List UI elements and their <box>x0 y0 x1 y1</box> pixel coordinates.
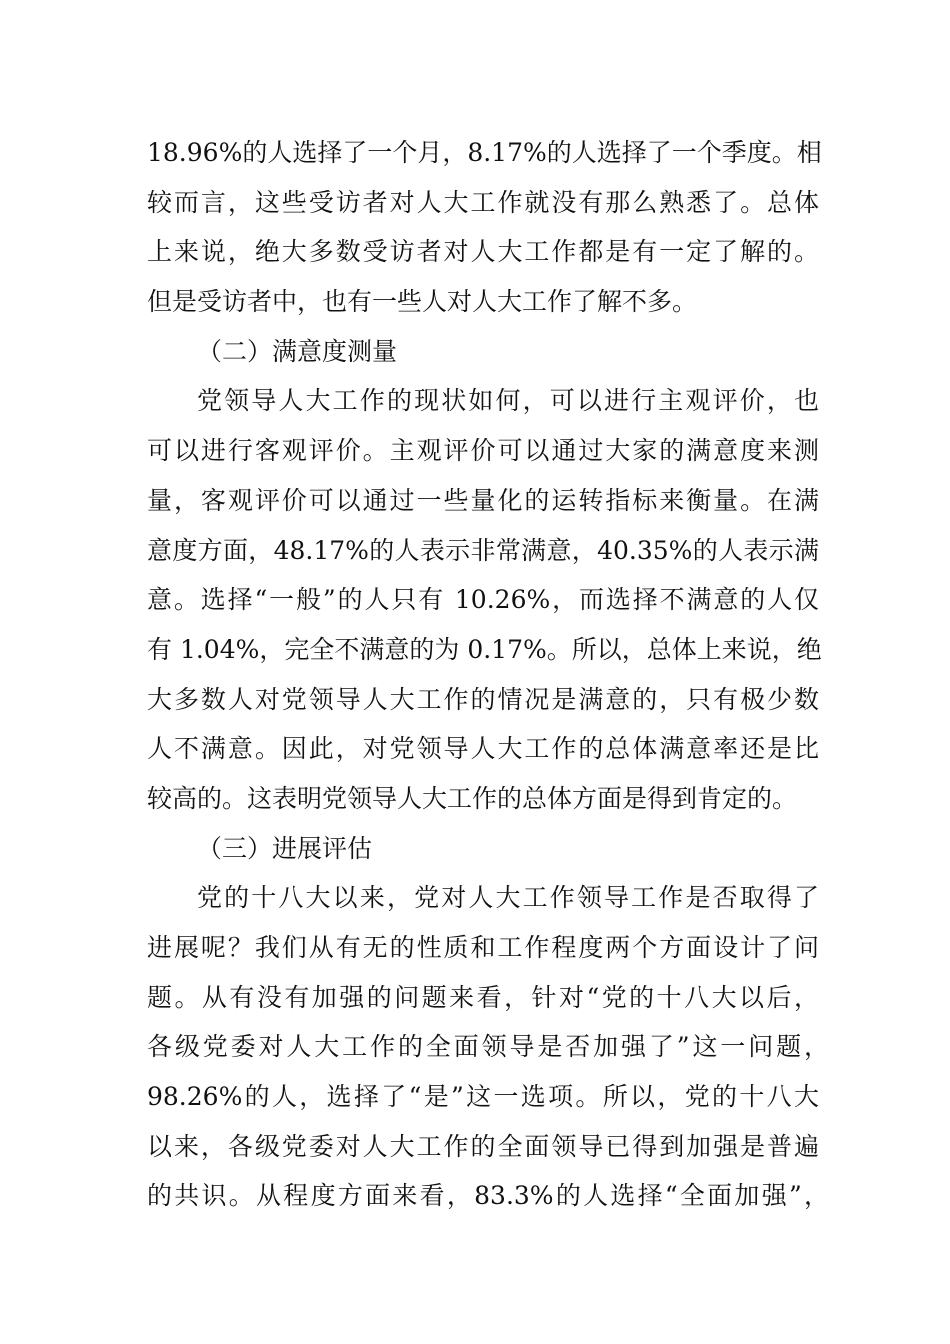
paragraph-line: 较高的。这表明党领导人大工作的总体方面是得到肯定的。 <box>147 783 798 813</box>
paragraph-line: 98.26%的人，选择了“是”这一选项。所以，党的十八大 <box>147 1082 819 1112</box>
paragraph-line: 党领导人大工作的现状如何，可以进行主观评价，也 <box>197 386 819 416</box>
paragraph-line: 上来说，绝大多数受访者对人大工作都是有一定了解的。 <box>147 237 819 267</box>
paragraph-line: 进展呢？我们从有无的性质和工作程度两个方面设计了问 <box>147 933 819 962</box>
section-heading-progress: （三）进展评估 <box>197 833 373 863</box>
paragraph-line: 意度方面，48.17%的人表示非常满意，40.35%的人表示满 <box>147 535 819 565</box>
paragraph-line: 大多数人对党领导人大工作的情况是满意的，只有极少数 <box>147 684 819 714</box>
paragraph-line: 但是受访者中，也有一些人对人大工作了解不多。 <box>147 287 698 317</box>
paragraph-line: 党的十八大以来，党对人大工作领导工作是否取得了 <box>197 883 819 913</box>
paragraph-line: 量，客观评价可以通过一些量化的运转指标来衡量。在满 <box>147 485 819 515</box>
paragraph-line: 的共识。从程度方面来看，83.3%的人选择“全面加强”， <box>147 1181 829 1211</box>
paragraph-line: 较而言，这些受访者对人大工作就没有那么熟悉了。总体 <box>147 187 819 217</box>
paragraph-line: 有 1.04%，完全不满意的为 0.17%。所以，总体上来说，绝 <box>147 634 822 664</box>
body-text <box>147 128 829 1221</box>
paragraph-line: 题。从有没有加强的问题来看，针对“党的十八大以后， <box>147 982 819 1012</box>
section-heading-satisfaction: （二）满意度测量 <box>197 336 398 366</box>
paragraph-line: 以来，各级党委对人大工作的全面领导已得到加强是普遍 <box>147 1131 819 1161</box>
paragraph-line: 18.96%的人选择了一个月，8.17%的人选择了一个季度。相 <box>147 138 822 167</box>
paragraph-line: 可以进行客观评价。主观评价可以通过大家的满意度来测 <box>147 436 819 466</box>
paragraph-line: 各级党委对人大工作的全面领导是否加强了”这一问题， <box>147 1032 829 1062</box>
paragraph-line: 意。选择“一般”的人只有 10.26%，而选择不满意的人仅 <box>147 585 819 615</box>
paragraph-line: 人不满意。因此，对党领导人大工作的总体满意率还是比 <box>147 734 819 764</box>
